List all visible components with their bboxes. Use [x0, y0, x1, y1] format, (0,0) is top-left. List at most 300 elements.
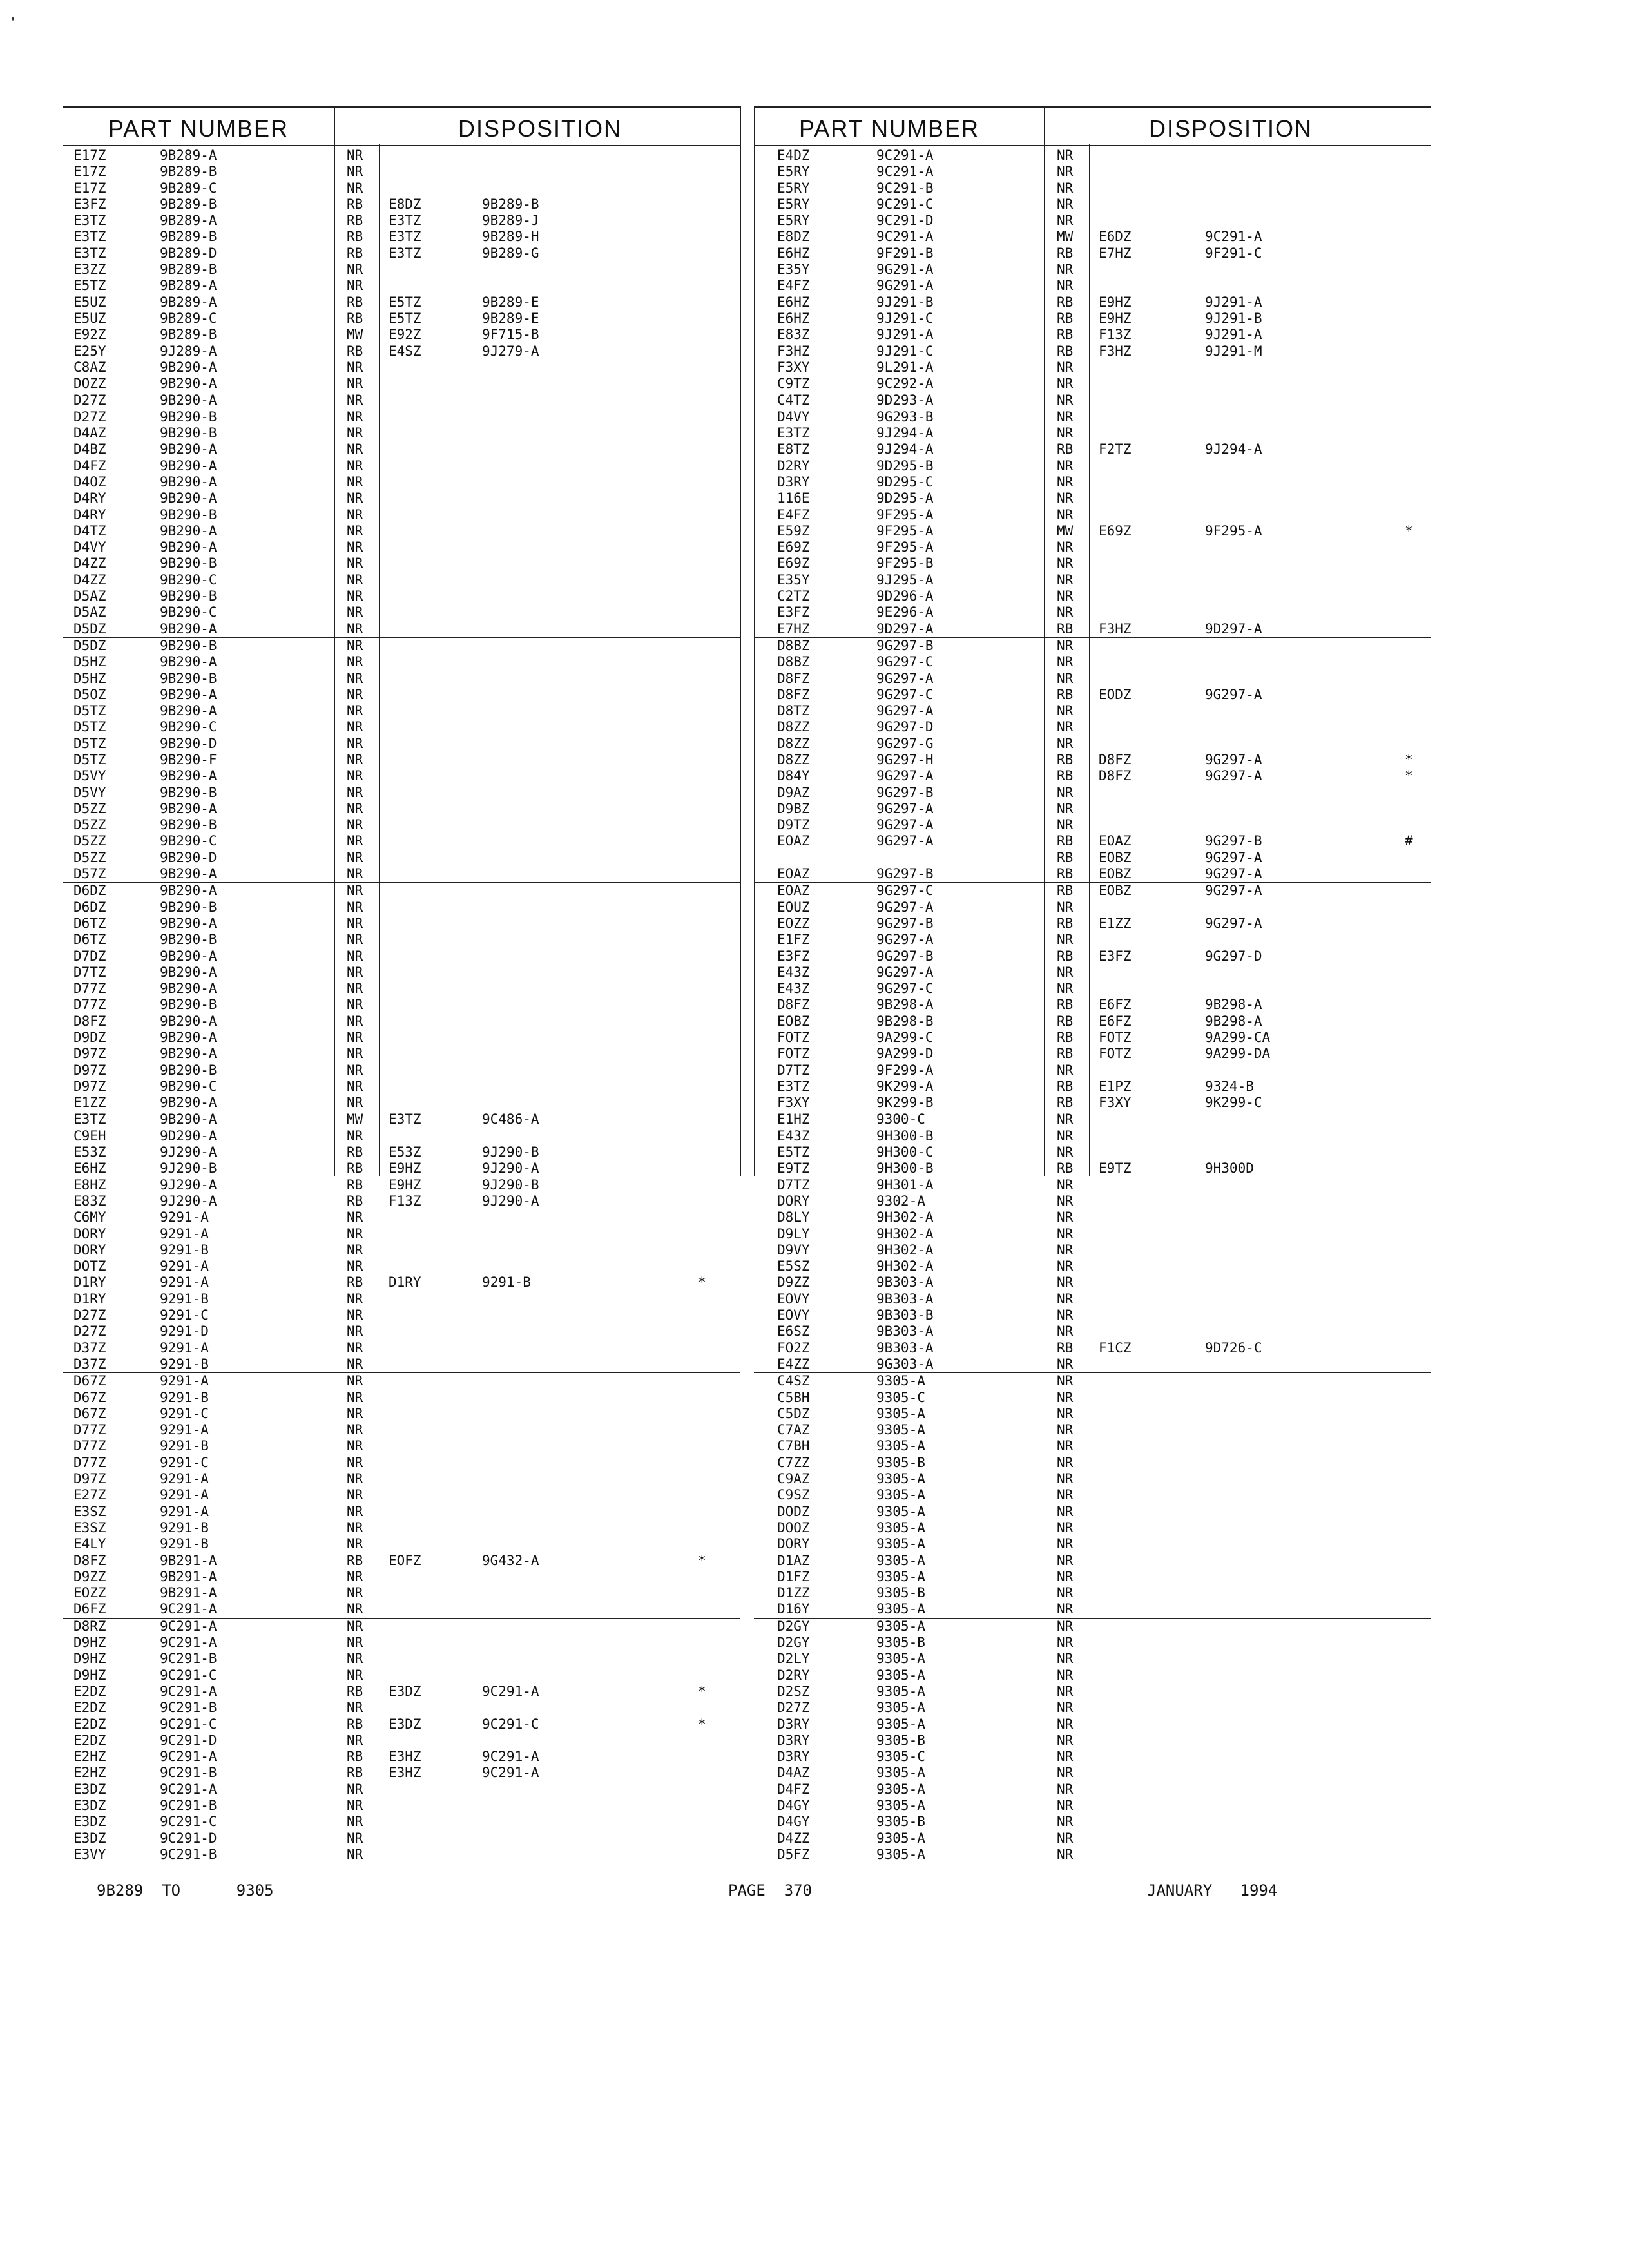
part-code: D4RY — [73, 490, 106, 506]
disposition-code: NR — [347, 997, 363, 1013]
new-part-number: 9B289-E — [482, 310, 539, 326]
part-code: D8BZ — [777, 637, 810, 653]
disposition-code: NR — [347, 474, 363, 490]
part-code: DORY — [73, 1242, 106, 1258]
disposition-code: NR — [347, 784, 363, 800]
part-number: 9B290-C — [160, 719, 217, 735]
part-code: D37Z — [73, 1340, 106, 1356]
new-part-number: 9C486-A — [482, 1111, 539, 1127]
page-label: PAGE — [728, 1881, 766, 1899]
table-row — [63, 1209, 740, 1225]
disposition-code: NR — [1057, 784, 1074, 800]
disposition-code: RB — [1057, 1078, 1074, 1094]
part-code: D9DZ — [73, 1030, 106, 1046]
disposition-code: NR — [347, 735, 363, 751]
part-code: E3VY — [73, 1846, 106, 1862]
part-number: 9G297-A — [876, 817, 934, 833]
part-code: E8DZ — [777, 229, 810, 245]
left-table — [63, 106, 740, 1862]
new-part-number: 9J279-A — [482, 343, 539, 359]
part-code: E2DZ — [73, 1700, 106, 1716]
disposition-code: NR — [1057, 1307, 1074, 1323]
table-row — [63, 1455, 740, 1471]
part-number: 9B289-A — [160, 294, 217, 310]
part-number: 9G297-D — [876, 719, 934, 735]
new-code: E7HZ — [1099, 245, 1132, 261]
new-part-number: 9G297-A — [1205, 883, 1262, 899]
part-code: E3SZ — [73, 1519, 106, 1535]
disposition-code: NR — [347, 833, 363, 849]
part-code: E3TZ — [73, 229, 106, 245]
disposition-code: NR — [1057, 1471, 1074, 1487]
part-code: E25Y — [73, 343, 106, 359]
part-code: D8TZ — [777, 703, 810, 719]
disposition-code: NR — [1057, 457, 1074, 474]
table-row — [754, 229, 1431, 245]
table-row — [63, 997, 740, 1013]
table-row — [754, 1340, 1431, 1356]
disposition-code: NR — [347, 490, 363, 506]
disposition-header: DISPOSITION — [1148, 115, 1313, 142]
part-code: D77Z — [73, 981, 106, 997]
table-row — [63, 687, 740, 703]
table-row — [63, 703, 740, 719]
table-row — [754, 1111, 1431, 1128]
part-number: 9C291-A — [160, 1601, 217, 1617]
part-code: E2DZ — [73, 1683, 106, 1699]
part-code: E1ZZ — [73, 1095, 106, 1111]
disposition-code: NR — [1057, 932, 1074, 948]
part-code: DODZ — [777, 1503, 810, 1519]
table-row — [754, 1782, 1431, 1798]
table-row — [754, 555, 1431, 572]
table-row — [63, 262, 740, 278]
disposition-code: NR — [1057, 817, 1074, 833]
disposition-code: RB — [1057, 849, 1074, 865]
part-number: 9H300-C — [876, 1144, 934, 1160]
disposition-code: NR — [1057, 164, 1074, 180]
part-code: D4FZ — [777, 1781, 810, 1797]
disposition-code: NR — [347, 1732, 363, 1748]
disposition-code: RB — [347, 1716, 363, 1732]
part-code: D4ZZ — [73, 572, 106, 588]
disposition-code: NR — [1057, 1635, 1074, 1651]
table-row — [63, 1553, 740, 1569]
table-row — [63, 981, 740, 997]
new-code: E1ZZ — [1099, 915, 1132, 931]
table-row — [63, 817, 740, 833]
new-code: E53Z — [389, 1144, 421, 1160]
part-code: D2RY — [777, 1667, 810, 1683]
table-row — [63, 801, 740, 817]
part-number: 9C291-B — [160, 1765, 217, 1781]
new-part-number: 9G297-A — [1205, 686, 1262, 702]
part-number: 9291-B — [160, 1242, 209, 1258]
disposition-code: NR — [347, 1356, 363, 1372]
disposition-code: NR — [347, 506, 363, 523]
part-number: 9C291-B — [160, 1651, 217, 1667]
part-number: 9291-A — [160, 1471, 209, 1487]
table-row — [63, 833, 740, 849]
note-mark: * — [1405, 523, 1413, 539]
new-code: E3TZ — [389, 213, 421, 229]
part-number: 9D295-C — [876, 474, 934, 490]
table-row — [754, 719, 1431, 735]
note-mark: * — [698, 1716, 706, 1732]
disposition-code: NR — [1057, 1846, 1074, 1862]
disposition-code: RB — [1057, 866, 1074, 882]
table-row — [754, 1536, 1431, 1552]
table-row — [754, 1618, 1431, 1635]
disposition-code: NR — [347, 1830, 363, 1846]
disposition-code: RB — [1057, 343, 1074, 359]
part-code: E5TZ — [73, 278, 106, 294]
disposition-code: NR — [347, 1373, 363, 1389]
table-row — [754, 474, 1431, 490]
table-row — [754, 850, 1431, 866]
part-number: 9G297-B — [876, 948, 934, 964]
table-row — [754, 817, 1431, 833]
part-number: 9H302-A — [876, 1242, 934, 1258]
disposition-code: NR — [347, 1062, 363, 1078]
new-code: EOAZ — [1099, 833, 1132, 849]
new-code: FOTZ — [1099, 1046, 1132, 1062]
part-number: 9300-C — [876, 1111, 925, 1127]
disposition-code: NR — [1057, 213, 1074, 229]
disposition-code: RB — [347, 1144, 363, 1160]
part-code: C9EH — [73, 1128, 106, 1144]
disposition-code: RB — [1057, 997, 1074, 1013]
part-number: 9291-A — [160, 1422, 209, 1438]
table-row — [63, 1030, 740, 1046]
part-code: D2GY — [777, 1618, 810, 1634]
disposition-code: NR — [1057, 1177, 1074, 1193]
disposition-code: NR — [347, 1797, 363, 1813]
part-number: 9B289-D — [160, 245, 217, 261]
part-number: 9B290-A — [160, 915, 217, 931]
new-code: E9TZ — [1099, 1160, 1132, 1177]
part-number: 9C291-B — [160, 1700, 217, 1716]
new-part-number: 9J290-B — [482, 1177, 539, 1193]
part-code: D9HZ — [73, 1635, 106, 1651]
part-number: 9J289-A — [160, 343, 217, 359]
new-code: E6DZ — [1099, 229, 1132, 245]
part-number: 9B290-F — [160, 751, 217, 767]
disposition-code: NR — [347, 1422, 363, 1438]
part-number: 9305-A — [876, 1797, 925, 1813]
disposition-header: DISPOSITION — [458, 115, 622, 142]
table-row — [63, 1422, 740, 1438]
disposition-code: MW — [347, 1111, 363, 1127]
disposition-code: NR — [347, 1503, 363, 1519]
disposition-code: NR — [1057, 670, 1074, 686]
disposition-code: NR — [1057, 1519, 1074, 1535]
table-row — [754, 981, 1431, 997]
part-number: 9B290-D — [160, 735, 217, 751]
part-number: 9B289-C — [160, 180, 217, 196]
new-code: E5TZ — [389, 310, 421, 326]
part-code: D4AZ — [777, 1765, 810, 1781]
table-row — [754, 245, 1431, 262]
disposition-code: NR — [1057, 1323, 1074, 1340]
table-row — [63, 392, 740, 408]
table-row — [754, 1733, 1431, 1749]
disposition-code: NR — [1057, 1373, 1074, 1389]
range-to: 9305 — [236, 1881, 274, 1899]
table-row — [754, 916, 1431, 932]
part-number: 9G293-B — [876, 408, 934, 425]
part-number: 9B291-A — [160, 1568, 217, 1584]
disposition-code: NR — [347, 751, 363, 767]
part-number: 9305-A — [876, 1503, 925, 1519]
part-number: 9B290-A — [160, 474, 217, 490]
new-code: F13Z — [1099, 327, 1132, 343]
part-code: D9LY — [777, 1225, 810, 1242]
new-code: F3HZ — [1099, 343, 1132, 359]
table-row — [63, 1438, 740, 1454]
part-number: 9C291-B — [160, 1797, 217, 1813]
part-code: E69Z — [777, 555, 810, 572]
part-code: E3FZ — [777, 604, 810, 620]
table-row — [754, 1390, 1431, 1406]
table-row — [63, 932, 740, 948]
part-number: 9E296-A — [876, 604, 934, 620]
table-row — [63, 882, 740, 899]
part-code: D67Z — [73, 1405, 106, 1421]
disposition-code: RB — [1057, 245, 1074, 261]
part-code: D1AZ — [777, 1552, 810, 1568]
table-row — [63, 1814, 740, 1830]
part-code: C4SZ — [777, 1373, 810, 1389]
table-row — [63, 1749, 740, 1765]
part-number: 9D293-A — [876, 392, 934, 408]
part-code: E4FZ — [777, 278, 810, 294]
part-number: 9C291-A — [876, 229, 934, 245]
disposition-code: NR — [1057, 1536, 1074, 1552]
part-code: E5TZ — [777, 1144, 810, 1160]
part-code: E4DZ — [777, 148, 810, 163]
table-row — [754, 327, 1431, 343]
part-code: E3FZ — [777, 948, 810, 964]
part-number: 9B303-A — [876, 1323, 934, 1340]
disposition-code: NR — [1057, 1242, 1074, 1258]
table-row — [63, 1356, 740, 1372]
table-row — [63, 671, 740, 687]
table-row — [63, 1390, 740, 1406]
table-row — [754, 1258, 1431, 1274]
table-row — [63, 1079, 740, 1095]
part-number: 9B303-B — [876, 1307, 934, 1323]
date-month: JANUARY — [1147, 1881, 1213, 1899]
part-number: 9J290-B — [160, 1160, 217, 1177]
table-row — [754, 1372, 1431, 1389]
part-code: D5TZ — [73, 751, 106, 767]
new-part-number: 9C291-A — [482, 1765, 539, 1781]
disposition-code: RB — [1057, 751, 1074, 767]
part-number: 9B290-A — [160, 866, 217, 882]
table-row — [754, 621, 1431, 637]
part-code: D27Z — [73, 1323, 106, 1340]
table-row — [754, 1422, 1431, 1438]
disposition-code: NR — [1057, 800, 1074, 816]
table-row — [63, 1782, 740, 1798]
new-part-number: 9G297-A — [1205, 751, 1262, 767]
table-row — [63, 1585, 740, 1601]
part-number: 9B291-A — [160, 1552, 217, 1568]
part-number: 9B290-A — [160, 1013, 217, 1029]
part-code: D1ZZ — [777, 1585, 810, 1601]
part-code: D4GY — [777, 1797, 810, 1813]
disposition-code: NR — [347, 588, 363, 604]
table-row — [754, 637, 1431, 654]
table-row — [754, 1651, 1431, 1667]
disposition-code: NR — [347, 703, 363, 719]
disposition-code: NR — [1057, 981, 1074, 997]
part-number: 9F295-A — [876, 523, 934, 539]
part-number: 9291-B — [160, 1291, 209, 1307]
part-code: F3HZ — [777, 343, 810, 359]
table-row — [63, 197, 740, 213]
table-row — [63, 1160, 740, 1177]
range-to-label: TO — [162, 1881, 181, 1899]
disposition-code: NR — [1057, 1667, 1074, 1683]
new-part-number: 9J291-A — [1205, 327, 1262, 343]
part-number: 9B290-A — [160, 1111, 217, 1127]
new-part-number: 9C291-A — [1205, 229, 1262, 245]
part-code: D8FZ — [73, 1013, 106, 1029]
disposition-code: NR — [1057, 1454, 1074, 1470]
table-row — [63, 490, 740, 506]
table-row — [754, 1079, 1431, 1095]
part-code: E5RY — [777, 213, 810, 229]
part-number: 9C292-A — [876, 376, 934, 392]
part-code: FO2Z — [777, 1340, 810, 1356]
part-code: D5VY — [73, 768, 106, 784]
table-row — [754, 1831, 1431, 1847]
disposition-code: NR — [1057, 408, 1074, 425]
disposition-code: NR — [1057, 376, 1074, 392]
new-part-number: 9B289-E — [482, 294, 539, 310]
part-number: 9B290-A — [160, 441, 217, 457]
part-code: E5UZ — [73, 310, 106, 326]
part-code: D4VY — [777, 408, 810, 425]
part-number: 9B290-B — [160, 425, 217, 441]
disposition-code: NR — [1057, 1749, 1074, 1765]
new-code: E3HZ — [389, 1765, 421, 1781]
part-number: 9B290-B — [160, 637, 217, 653]
new-part-number: 9G297-D — [1205, 948, 1262, 964]
table-row — [754, 1014, 1431, 1030]
part-code: E6HZ — [777, 294, 810, 310]
disposition-code: NR — [1057, 1209, 1074, 1225]
disposition-code: RB — [347, 1765, 363, 1781]
part-code: C2TZ — [777, 588, 810, 604]
disposition-code: RB — [1057, 1160, 1074, 1177]
part-number: 9J290-A — [160, 1177, 217, 1193]
part-number: 9B290-C — [160, 833, 217, 849]
new-part-number: 9G297-A — [1205, 866, 1262, 882]
disposition-code: NR — [347, 932, 363, 948]
part-number: 9B290-B — [160, 817, 217, 833]
part-code: D8ZZ — [777, 751, 810, 767]
new-part-number: 9B289-G — [482, 245, 539, 261]
disposition-code: MW — [1057, 229, 1074, 245]
disposition-code: NR — [347, 1618, 363, 1634]
new-code: F13Z — [389, 1193, 421, 1209]
disposition-code: MW — [347, 327, 363, 343]
part-code: D4OZ — [73, 474, 106, 490]
part-code: DOTZ — [73, 1258, 106, 1274]
disposition-code: NR — [347, 915, 363, 931]
disposition-code: NR — [1057, 1258, 1074, 1274]
part-code: D5AZ — [73, 604, 106, 620]
table-row — [754, 866, 1431, 882]
table-row — [754, 294, 1431, 311]
table-row — [63, 965, 740, 981]
part-code: D9BZ — [777, 800, 810, 816]
part-code: E35Y — [777, 262, 810, 278]
part-number: 9A299-C — [876, 1030, 934, 1046]
new-part-number: 9J291-M — [1205, 343, 1262, 359]
disposition-code: NR — [1057, 1487, 1074, 1503]
table-row — [754, 1323, 1431, 1340]
part-code: DOOZ — [777, 1519, 810, 1535]
part-number: 9B290-B — [160, 670, 217, 686]
disposition-code: NR — [347, 1487, 363, 1503]
table-row — [63, 1014, 740, 1030]
part-code: C7BH — [777, 1438, 810, 1454]
disposition-code: RB — [1057, 915, 1074, 931]
part-number: 9G303-A — [876, 1356, 934, 1372]
part-number: 9C291-A — [876, 164, 934, 180]
part-number: 9B291-A — [160, 1585, 217, 1601]
disposition-code: NR — [347, 866, 363, 882]
disposition-code: NR — [347, 1519, 363, 1535]
part-code: D5TZ — [73, 735, 106, 751]
disposition-code: NR — [347, 539, 363, 555]
disposition-code: RB — [1057, 441, 1074, 457]
part-code: E59Z — [777, 523, 810, 539]
new-code: E3TZ — [389, 1111, 421, 1127]
part-code: E4LY — [73, 1536, 106, 1552]
part-code: D27Z — [73, 408, 106, 425]
table-row — [63, 1258, 740, 1274]
part-code: E17Z — [73, 148, 106, 163]
table-row — [754, 736, 1431, 752]
disposition-code: NR — [347, 523, 363, 539]
part-number: 9C291-C — [160, 1716, 217, 1732]
part-code: E69Z — [777, 539, 810, 555]
part-code: EOVY — [777, 1307, 810, 1323]
new-part-number: 9B298-A — [1205, 997, 1262, 1013]
new-code: EOBZ — [1099, 883, 1132, 899]
part-code: EOUZ — [777, 899, 810, 915]
part-code: E2DZ — [73, 1732, 106, 1748]
part-code: E5RY — [777, 180, 810, 196]
part-code: E5SZ — [777, 1258, 810, 1274]
part-number: 9B290-A — [160, 1046, 217, 1062]
part-number: 9291-A — [160, 1503, 209, 1519]
table-row — [754, 1700, 1431, 1716]
note-mark: * — [698, 1274, 706, 1291]
disposition-code: NR — [1057, 1193, 1074, 1209]
part-code: E17Z — [73, 164, 106, 180]
part-code: D5ZZ — [73, 849, 106, 865]
part-number: 9B289-A — [160, 278, 217, 294]
disposition-code: NR — [347, 981, 363, 997]
part-code: D8FZ — [777, 997, 810, 1013]
disposition-code: RB — [347, 196, 363, 212]
